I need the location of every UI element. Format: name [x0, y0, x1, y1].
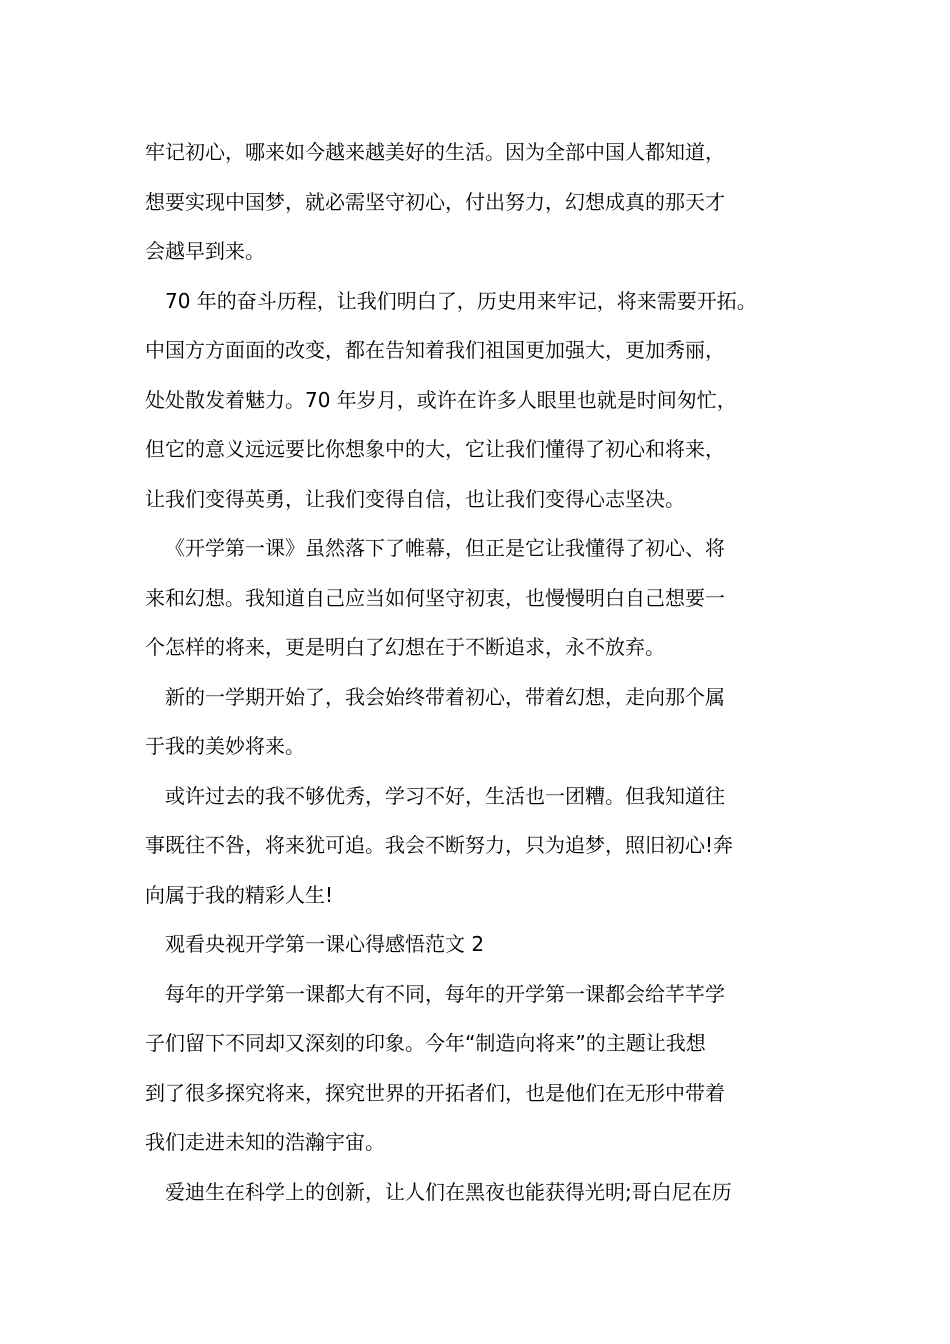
text-line: 或许过去的我不够优秀，学习不好，生活也一团糟。但我知道往 [165, 783, 725, 808]
text-line: 让我们变得英勇，让我们变得自信，也让我们变得心志坚决。 [145, 486, 685, 511]
text-line: 向属于我的精彩人生! [145, 882, 334, 907]
text-line: 处处散发着魅力。70 年岁月，或许在许多人眼里也就是时间匆忙， [145, 387, 737, 412]
text-line: 到了很多探究将来，探究世界的开拓者们，也是他们在无形中带着 [145, 1080, 725, 1105]
text-line: 来和幻想。我知道自己应当如何坚守初衷，也慢慢明白自己想要一 [145, 585, 725, 610]
text-line: 新的一学期开始了，我会始终带着初心，带着幻想，走向那个属 [165, 684, 725, 709]
text-line: 事既往不咎，将来犹可追。我会不断努力，只为追梦，照旧初心!奔 [145, 833, 734, 857]
document-body [145, 128, 825, 1217]
text-line: 想要实现中国梦，就必需坚守初心，付出努力，幻想成真的那天才 [145, 189, 725, 214]
text-line: 子们留下不同却又深刻的印象。今年“制造向将来”的主题让我想 [145, 1031, 706, 1055]
section-heading: 观看央视开学第一课心得感悟范文 2 [165, 932, 485, 956]
text-line: 牢记初心，哪来如今越来越美好的生活。因为全部中国人都知道， [145, 140, 725, 164]
text-line: 于我的美妙将来。 [145, 734, 305, 758]
text-line: 每年的开学第一课都大有不同，每年的开学第一课都会给芊芊学 [165, 981, 725, 1006]
text-line: 爱迪生在科学上的创新，让人们在黑夜也能获得光明;哥白尼在历 [165, 1179, 732, 1204]
text-line: 但它的意义远远要比你想象中的大，它让我们懂得了初心和将来， [145, 437, 725, 461]
text-line: 《开学第一课》虽然落下了帷幕，但正是它让我懂得了初心、将 [165, 536, 725, 560]
text-line: 我们走进未知的浩瀚宇宙。 [145, 1130, 385, 1154]
text-line: 个怎样的将来，更是明白了幻想在于不断追求，永不放弃。 [145, 635, 665, 659]
text-line: 会越早到来。 [145, 239, 265, 263]
text-line: 中国方方面面的改变，都在告知着我们祖国更加强大，更加秀丽， [145, 338, 725, 362]
text-line: 70 年的奋斗历程，让我们明白了，历史用来牢记，将来需要开拓。 [165, 288, 757, 313]
